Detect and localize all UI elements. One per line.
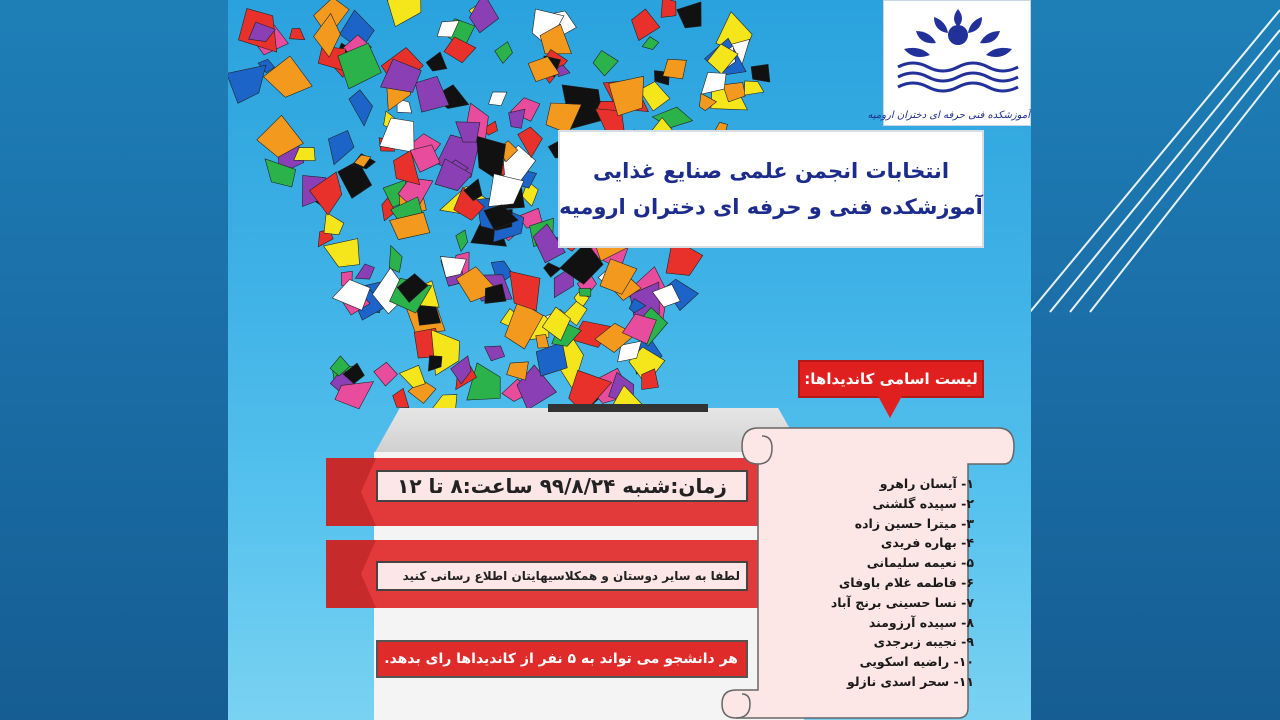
confetti-piece: [751, 64, 770, 82]
confetti-piece: [744, 81, 764, 95]
confetti-piece: [510, 271, 540, 310]
confetti-piece: [374, 362, 398, 386]
list-item: ۹- نجیبه زبرجدی: [873, 634, 974, 650]
confetti-piece: [544, 263, 561, 277]
confetti-piece: [456, 230, 468, 252]
title-line-2: آموزشکده فنی و حرفه ای دختران ارومیه: [559, 195, 983, 219]
confetti-piece: [632, 9, 660, 41]
confetti-piece: [477, 136, 506, 182]
voting-rule: هر دانشجو می تواند به ۵ نفر از کاندیداها رای بدهد.: [376, 640, 748, 678]
decorative-lines: [1020, 0, 1280, 320]
logo-caption: آموزشکده فنی حرفه ای دختران ارومیه: [867, 110, 1030, 121]
list-item: ۱۰- راضیه اسکویی: [859, 654, 974, 670]
confetti-piece: [387, 0, 421, 27]
ballot-box-slot: [548, 404, 708, 412]
confetti-piece: [426, 52, 447, 71]
confetti-piece: [642, 37, 659, 50]
title-line-1: انتخابات انجمن علمی صنایع غذایی: [593, 159, 950, 183]
confetti-piece: [507, 362, 529, 380]
confetti-piece: [485, 346, 505, 361]
list-item: ۳- میترا حسین زاده: [854, 515, 974, 531]
list-item: ۷- نسا حسینی برنج آباد: [830, 594, 974, 610]
confetti-piece: [663, 59, 687, 79]
confetti-piece: [324, 239, 360, 267]
list-item: ۵- نعیمه سلیمانی: [866, 555, 974, 571]
confetti-piece: [593, 51, 618, 76]
confetti-piece: [495, 42, 513, 64]
confetti-piece: [415, 76, 449, 112]
down-arrow-icon: [878, 396, 902, 418]
confetti-piece: [509, 109, 525, 128]
list-item: ۱- آیسان راهرو: [879, 476, 974, 491]
candidates-header: لیست اسامی کاندیداها:: [798, 360, 984, 398]
list-item: ۶- فاطمه غلام باوفای: [838, 574, 974, 590]
confetti-piece: [328, 131, 354, 165]
logo-emblem-icon: [884, 1, 1031, 101]
confetti-piece: [579, 288, 591, 296]
confetti-piece: [489, 92, 507, 106]
confetti-piece: [677, 2, 701, 28]
notice-text: لطفا به سایر دوستان و همکلاسیهایتان اطلاع رسانی کنید: [376, 561, 748, 591]
candidate-list: [758, 474, 974, 692]
list-item: ۱۱- سحر اسدی نازلو: [847, 673, 974, 689]
list-item: ۴- بهاره فریدی: [880, 535, 974, 551]
confetti-piece: [661, 0, 676, 17]
confetti-piece: [349, 90, 373, 126]
confetti-piece: [399, 365, 425, 387]
confetti-piece: [228, 65, 266, 103]
title-box: [558, 130, 984, 248]
confetti-piece: [393, 388, 409, 407]
election-poster: [228, 0, 1031, 720]
confetti-piece: [264, 56, 313, 97]
election-time: زمان:شنبه ۹۹/۸/۲۴ ساعت:۸ تا ۱۲: [376, 470, 748, 502]
confetti-piece: [444, 37, 476, 63]
confetti-piece: [289, 28, 304, 39]
list-item: ۲- سپیده گلشنی: [872, 495, 974, 511]
confetti-piece: [355, 264, 374, 279]
college-logo: [867, 0, 1031, 126]
confetti-piece: [324, 213, 344, 235]
list-item: ۸- سپیده آرزومند: [868, 614, 974, 630]
